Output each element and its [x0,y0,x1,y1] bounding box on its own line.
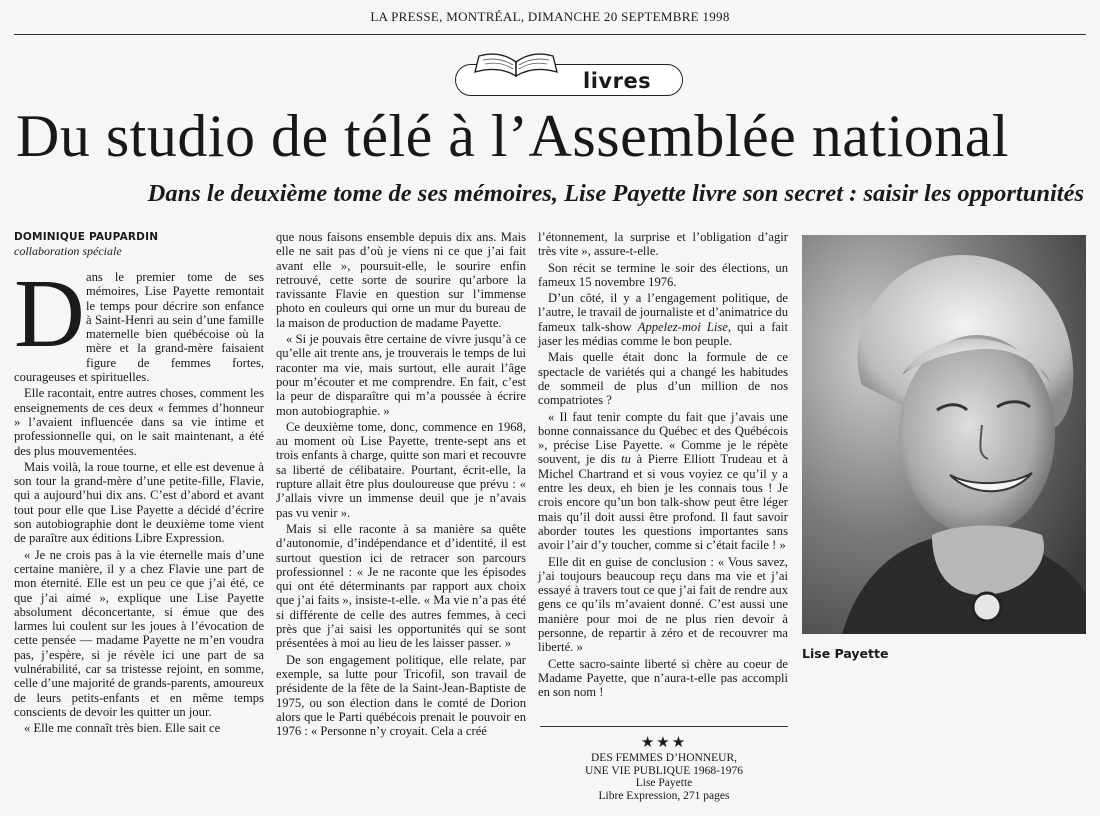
article-paragraph: Ce deuxième tome, donc, commence en 1968, au moment où Lise Payette, trente-sept ans et trois enfants à charge, quitte son mari et recouvre sa liberté de célibataire. Pourtant, écrit-elle, la rupture allait être plus douloureuse que prévu : « J’allais vivre un immense deuil que je n’avais pas vu venir ». [276,419,526,520]
article-paragraph: que nous faisons ensemble depuis dix ans. Mais elle ne sait pas d’où je viens ni ce que j’ai fait avant elle », poursuit-elle, le sourire enfin retrouvé, cette sorte de sourire qu’arbore la ravissante Flavie en question sur l’immense photo en couleurs qui orne un mur du bureau de la maison de production de madame Payette. [276,230,526,330]
article-paragraph [14,260,264,385]
article-paragraph [538,291,788,348]
emphasis-text: tu [621,452,631,467]
article-paragraph: Son récit se termine le soir des élections, un fameux 15 novembre 1976. [538,260,788,289]
section-rubric [455,60,683,98]
open-book-icon [471,46,561,82]
drop-cap: D [14,260,85,368]
article-paragraph: Mais si elle raconte à sa manière sa quête d’autonomie, d’indépendance et d’identité, il est surtout question ici de retracer son parcours professionnel : « Je ne raconte que les épisodes qui ont été déterminants par rapport aux choix que j’ai faits », insiste-t-elle. « Ma vie n’a pas été si différente de celle des autres femmes, à ceci près que j’ai saisi les opportunités qui se sont présentées à moi au lieu de les laisser passer. » [276,521,526,651]
article-paragraph: « Je ne crois pas à la vie éternelle mais d’une certaine manière, il y a chez Flavie une part de mon éternité. Elle est un peu ce que j’ai été, ce que j’ai aimé », explique une Lise Payette absolument déconcertante, si émue que des larmes lui coulent sur les joues à l’évocation de cette pensée — madame Payette ne m’en voudra pas, j’espère, si je révèle ici une part de sa vulnérabilité, car sa tristesse rejoint, en somme, celle d’une majorité de grands-parents, amoureux de leurs petits-enfants et en même temps conscients de devoir les quitter un jour. [14,547,264,719]
show-title: Appelez-moi Lise [637,319,728,334]
paragraph-text: « Il faut tenir compte du fait que j’avais une bonne connaissance du Québec et des Québécois », précise Lise Payette. « Comme je le répète souvent, je dis [538,409,788,467]
book-publisher-line: Libre Expression, 271 pages [598,789,730,802]
book-box-rule [540,726,788,727]
article-column-2 [276,230,526,740]
article-paragraph: Mais quelle était donc la formule de ce spectacle de variétés qui a changé les habitudes de sommeil de plus d’un million de nos compatriotes ? [538,350,788,408]
article-paragraph [538,410,788,553]
paragraph-text: D’un côté, il y a l’engagement politique, de l’autre, le travail de journaliste et d’animatrice du fameux talk-show [538,291,788,334]
rubric-label: livres [583,69,652,93]
book-subtitle-line: UNE VIE PUBLIQUE 1968-1976 [585,764,743,777]
top-rule [14,34,1086,35]
article-paragraph: « Si je pouvais être certaine de vivre jusqu’à ce qu’elle ait trente ans, je trouverais le temps de lui raconter ma vie, mais surtout, elle aurait l’âge pour m’écouter et me comprendre. En fait, c’est la peur de disparaître qui m’a poussée à écrire mon autobiographie. » [276,332,526,418]
book-title-line: DES FEMMES D’HONNEUR, [591,752,737,764]
article-paragraph: Mais voilà, la roue tourne, et elle est devenue à son tour la grand-mère d’une petite-fille, Flavie, qui a aujourd’hui dix ans. C’est d’abord et avant tout pour elle que Lise Payette a décidé d’écrire son autobiographie dont le deuxième tome vient de paraître aux éditions Libre Expression. [14,459,264,546]
article-paragraph: « Elle me connaît très bien. Elle sait ce [24,721,221,736]
paragraph-text: , qui a fait jaser les médias comme le bon peuple. [538,319,789,349]
portrait-illustration [802,235,1086,634]
book-info [540,752,788,802]
paragraph-text: ans le premier tome de ses mémoires, Lise Payette remontait le temps pour décrire son enfance à Saint-Henri au sein d’une famille maternelle bien québécoise où la mère et la grand-mère faisaient figure de femmes fortes, courageuses et spirituelles. [14,270,264,385]
paragraph-text: à Pierre Elliott Trudeau et à Michel Chartrand et si vous voyiez ce qu’il y a entre les deux, eh bien je les connais tous ! Je crois encore qu’un bon talk-show peut être léger mais qu’il doit aussi être profond. Il faut savoir aborder toutes les questions importantes sans avoir l’air d’y toucher, comme si c’était facile ! » [538,452,788,553]
article-paragraph: Elle dit en guise de conclusion : « Vous savez, j’ai toujours beaucoup reçu dans ma vie et j’ai essayé à travers tout ce que j’ai fait de rendre aux gens ce qu’ils m’avaient donné. C’est aussi une manière pour moi de ne plus rien devoir à personne, de repartir à zéro et de recouvrer ma liberté. » [538,554,788,655]
article-column-1 [14,231,264,738]
article-paragraph: l’étonnement, la surprise et l’obligation d’agir très vite », assure-t-elle. [538,230,788,259]
byline-author: DOMINIQUE PAUPARDIN [14,231,159,243]
article-paragraph: Elle racontait, entre autres choses, comment les enseignements de ces deux « femmes d’honneur » l’avaient influencée dans sa vie intime et professionnelle qui, on le sait maintenant, a été des plus mouvementées. [14,386,264,458]
byline-role: collaboration spéciale [14,244,122,258]
rating-stars: ★★★ [640,733,688,751]
headline: Du studio de télé à l’Assemblée national [16,103,1010,169]
article-paragraph: De son engagement politique, elle relate, par exemple, sa lutte pour Tricofil, son travail de présidente de la fête de la Saint-Jean-Baptiste de 1975, ou son élection dans le comté de Dorion alors que le Parti québécois prenait le pouvoir en 1976 : « Personne n’y croyait. Cela a créé [276,652,526,739]
article-column-3 [538,230,788,702]
dateline: LA PRESSE, MONTRÉAL, DIMANCHE 20 SEPTEMBRE 1998 [370,9,730,24]
portrait-photo [802,235,1086,634]
photo-caption: Lise Payette [802,646,889,661]
deck: Dans le deuxième tome de ses mémoires, Lise Payette livre son secret : saisir les opportunités [147,180,1084,207]
article-paragraph: Cette sacro-sainte liberté si chère au coeur de Madame Payette, que n’aura-t-elle pas accompli en son nom ! [538,656,788,700]
book-author-line: Lise Payette [635,777,693,789]
